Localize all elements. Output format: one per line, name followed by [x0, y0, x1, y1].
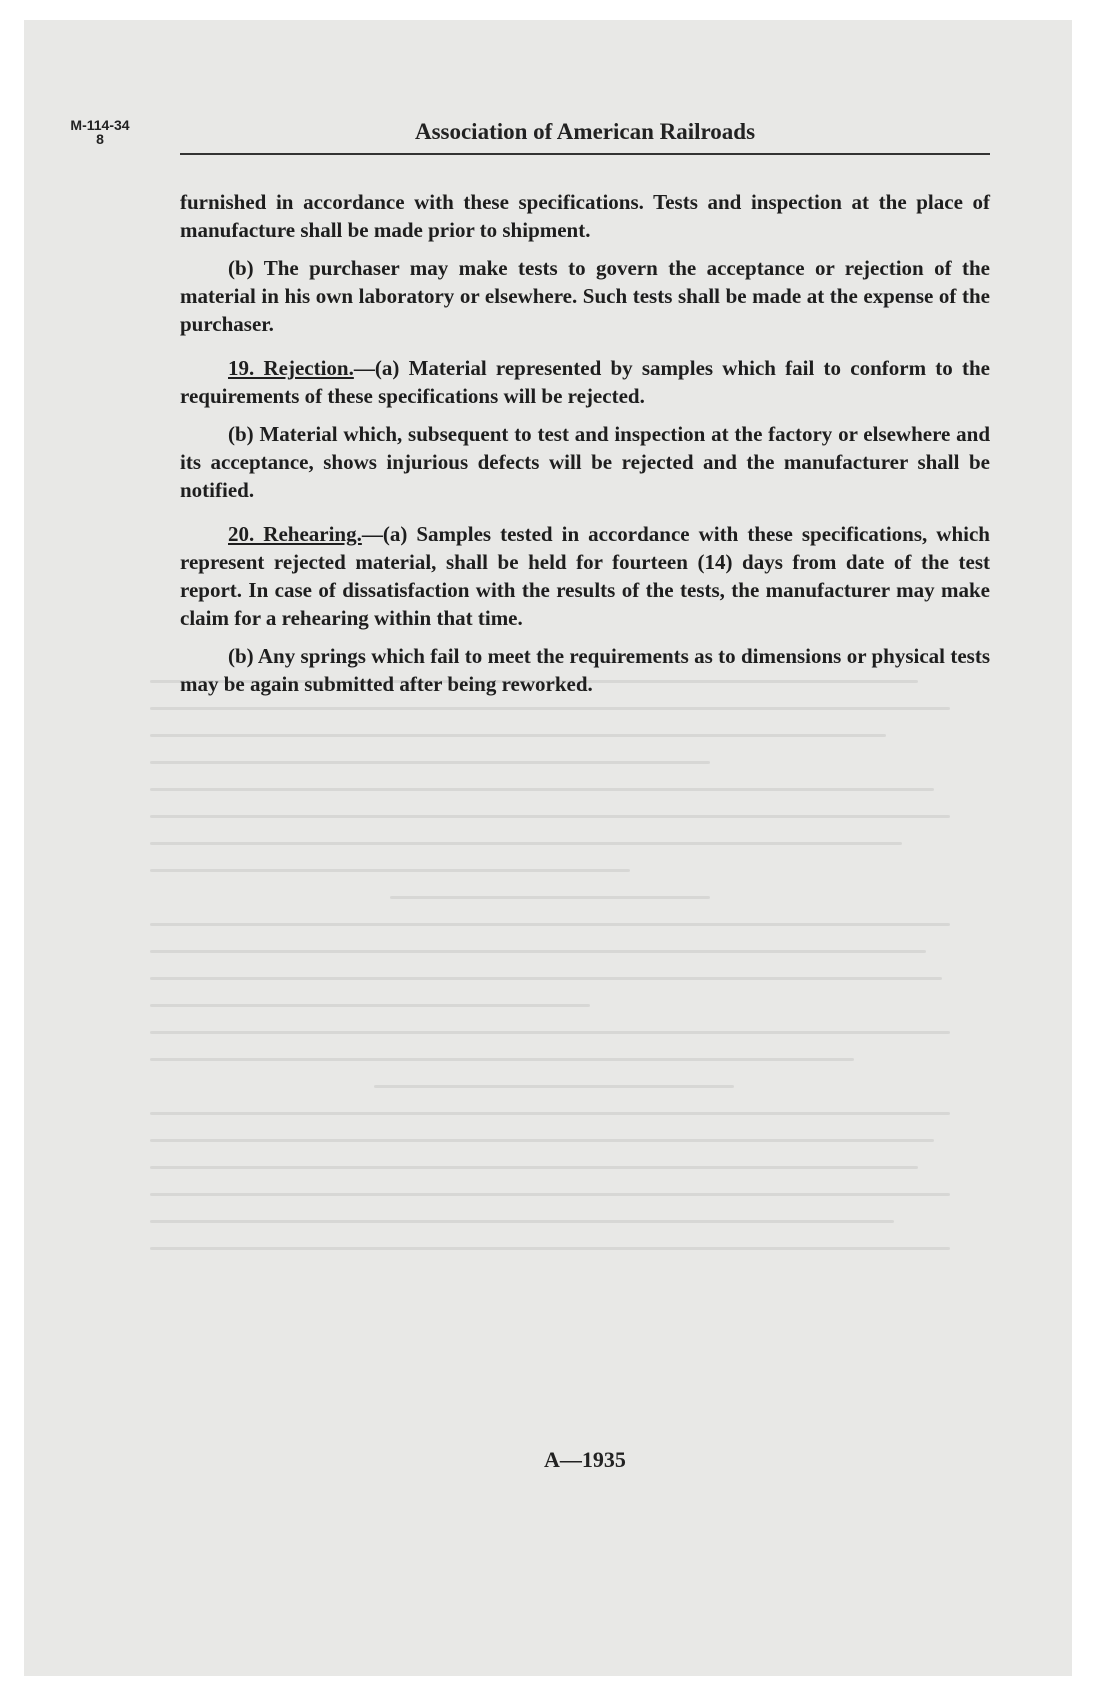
page-identifier [60, 118, 140, 146]
paragraph [180, 420, 990, 504]
paragraph [180, 254, 990, 338]
paragraph-text: (b) Any springs which fail to meet the requirements as to dimensions or physical tests may be again submitted after being reworked. [180, 644, 990, 696]
paragraph-text: (b) The purchaser may make tests to govern the acceptance or rejection of the material in his own laboratory or elsewhere. Such tests shall be made at the expense of the purchaser. [180, 256, 990, 336]
paragraph-text: furnished in accordance with these specifications. Tests and inspection at the place of manufacture shall be made prior to shipment. [180, 190, 990, 242]
paragraph [180, 188, 990, 244]
header-rule [180, 153, 990, 155]
paragraph [180, 642, 990, 698]
section-heading: 20. Rehearing. [228, 522, 362, 546]
footer-code: A—1935 [544, 1447, 626, 1472]
body-text [180, 188, 990, 708]
paragraph-text: —(a) Material represented by samples which fail to conform to the requirements of these specifications will be rejected. [180, 356, 990, 408]
paragraph [180, 520, 990, 632]
specification-number: M-114-34 [70, 117, 130, 133]
section-heading: 19. Rejection. [228, 356, 354, 380]
page-number: 8 [96, 131, 104, 147]
running-title: Association of American Railroads [414, 119, 756, 144]
paragraph [180, 354, 990, 410]
paragraph-text: —(a) Samples tested in accordance with these specifications, which represent rejected material, shall be held for fourteen (14) days from date of the test report. In case of dissatisfaction with the results of the tests, the manufacturer may make claim for a rehearing within that time. [180, 522, 990, 630]
paragraph-text: (b) Material which, subsequent to test and inspection at the factory or elsewhere and its acceptance, shows injurious defects will be rejected and the manufacturer shall be notified. [180, 422, 990, 502]
